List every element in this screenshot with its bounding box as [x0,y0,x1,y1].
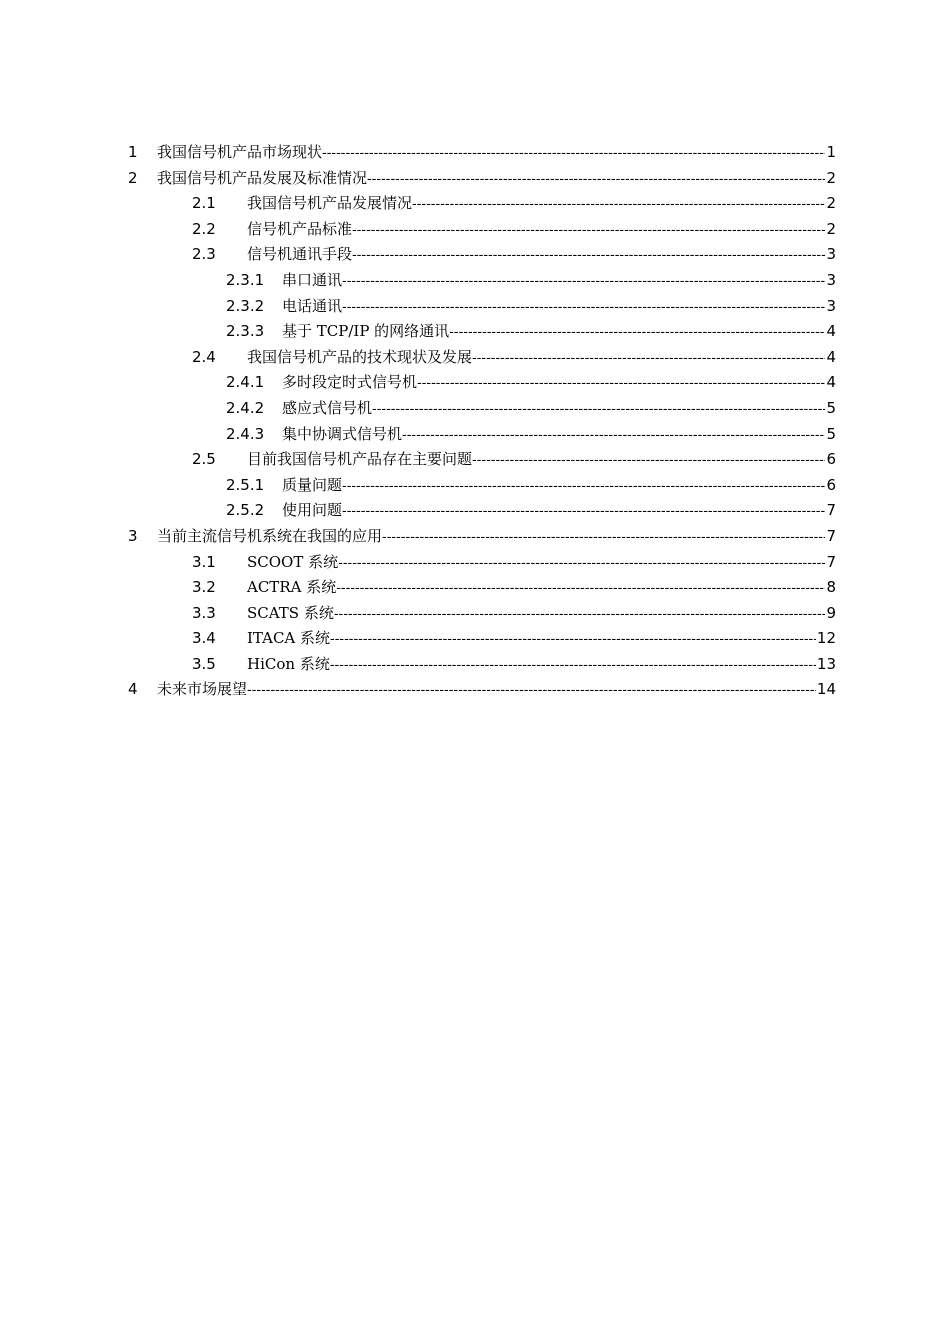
toc-entry-page: 1 [826,143,836,161]
toc-entry[interactable] [128,524,836,550]
toc-dot-leader [247,678,816,703]
toc-entry[interactable] [128,473,836,499]
toc-entry[interactable] [128,575,836,601]
toc-entry[interactable] [128,626,836,652]
toc-entry-title: 集中协调式信号机 [282,424,403,443]
toc-dot-leader [352,218,825,243]
toc-entry-page: 7 [826,501,836,520]
toc-entry-title: 串口通讯 [282,270,343,289]
toc-entry[interactable] [128,498,836,524]
toc-entry-page: 4 [826,347,836,366]
toc-entry-title: ACTRA 系统 [247,578,337,597]
toc-entry-title: 我国信号机产品发展及标准情况 [157,168,368,187]
toc-entry[interactable] [128,447,836,473]
toc-entry[interactable] [128,550,836,576]
toc-entry[interactable] [128,268,836,294]
toc-entry[interactable] [128,294,836,320]
toc-dot-leader [322,141,825,166]
toc-entry-page: 3 [826,296,836,315]
toc-entry-number: 2 [128,168,138,187]
toc-entry-number: 2.3.3 [226,322,265,341]
toc-entry-number: 3.5 [192,654,216,673]
toc-entry-number: 2.4.2 [226,398,265,417]
toc-entry-number: 2.3.1 [226,270,265,289]
toc-entry-page: 9 [826,603,836,622]
toc-entry-number: 1 [128,143,138,161]
toc-entry-title: SCATS 系统 [247,603,334,622]
toc-entry-title: 我国信号机产品市场现状 [157,143,323,161]
toc-entry-page: 5 [826,424,836,443]
toc-dot-leader [417,371,825,396]
toc-entry-page: 12 [816,629,836,648]
toc-entry-title: HiCon 系统 [247,654,330,673]
toc-dot-leader [342,295,825,320]
toc-entry[interactable] [128,242,836,268]
toc-entry-number: 3.1 [192,552,216,571]
toc-entry-page: 6 [826,475,836,494]
table-of-contents [128,140,836,703]
toc-entry-page: 14 [816,680,836,699]
toc-entry-page: 6 [826,450,836,469]
toc-entry[interactable] [128,140,836,166]
toc-dot-leader [472,448,825,473]
toc-dot-leader [367,167,825,192]
toc-entry-number: 3.3 [192,603,216,622]
toc-entry-title: 多时段定时式信号机 [282,373,418,392]
toc-entry[interactable] [128,396,836,422]
toc-entry[interactable] [128,601,836,627]
toc-entry-title: 我国信号机产品发展情况 [247,194,413,213]
toc-entry-number: 2.4.3 [226,424,265,443]
toc-entry-number: 3.4 [192,629,216,648]
toc-dot-leader [336,576,825,601]
toc-entry-page: 7 [826,526,836,545]
toc-entry[interactable] [128,166,836,192]
toc-dot-leader [342,269,825,294]
toc-entry-page: 2 [826,168,836,187]
toc-entry-page: 3 [826,245,836,264]
toc-entry-title: 信号机产品标准 [247,219,353,238]
toc-entry-page: 13 [816,654,836,673]
toc-entry-title: SCOOT 系统 [247,552,339,571]
toc-entry-page: 4 [826,322,836,341]
toc-dot-leader [382,525,825,550]
toc-entry-number: 3.2 [192,578,216,597]
toc-dot-leader [330,653,816,678]
toc-entry[interactable] [128,217,836,243]
toc-entry-title: 感应式信号机 [282,398,373,417]
toc-dot-leader [338,551,825,576]
toc-entry-title: ITACA 系统 [247,629,331,648]
toc-entry[interactable] [128,370,836,396]
toc-entry-title: 当前主流信号机系统在我国的应用 [157,526,383,545]
toc-entry-number: 4 [128,680,138,699]
toc-entry-number: 2.5 [192,450,216,469]
toc-entry-page: 8 [826,578,836,597]
toc-entry-number: 3 [128,526,138,545]
toc-entry[interactable] [128,191,836,217]
toc-entry-number: 2.3 [192,245,216,264]
toc-dot-leader [330,627,816,652]
toc-entry[interactable] [128,422,836,448]
toc-entry-title: 目前我国信号机产品存在主要问题 [247,450,473,469]
toc-entry-page: 2 [826,219,836,238]
toc-dot-leader [412,192,825,217]
toc-entry[interactable] [128,652,836,678]
toc-entry[interactable] [128,677,836,703]
toc-entry-page: 3 [826,270,836,289]
toc-dot-leader [342,499,825,524]
toc-dot-leader [342,474,825,499]
toc-entry-page: 4 [826,373,836,392]
toc-entry-title: 电话通讯 [282,296,343,315]
toc-entry-page: 5 [826,398,836,417]
toc-entry-title: 使用问题 [282,501,343,520]
toc-entry-number: 2.3.2 [226,296,265,315]
toc-entry[interactable] [128,319,836,345]
toc-entry-title: 信号机通讯手段 [247,245,353,264]
toc-entry-title: 基于 TCP/IP 的网络通讯 [282,322,450,341]
toc-entry-title: 未来市场展望 [157,680,248,699]
toc-entry-page: 2 [826,194,836,213]
toc-dot-leader [372,397,825,422]
toc-entry-title: 我国信号机产品的技术现状及发展 [247,347,473,366]
toc-entry-number: 2.1 [192,194,216,213]
toc-entry-number: 2.2 [192,219,216,238]
toc-entry-number: 2.5.1 [226,475,265,494]
toc-entry-page: 7 [826,552,836,571]
toc-dot-leader [472,346,825,371]
toc-dot-leader [402,423,825,448]
toc-entry-title: 质量问题 [282,475,343,494]
toc-dot-leader [334,602,826,627]
toc-dot-leader [352,243,825,268]
toc-entry-number: 2.4 [192,347,216,366]
toc-entry-number: 2.5.2 [226,501,265,520]
toc-dot-leader [449,320,825,345]
toc-entry-number: 2.4.1 [226,373,265,392]
toc-entry[interactable] [128,345,836,371]
